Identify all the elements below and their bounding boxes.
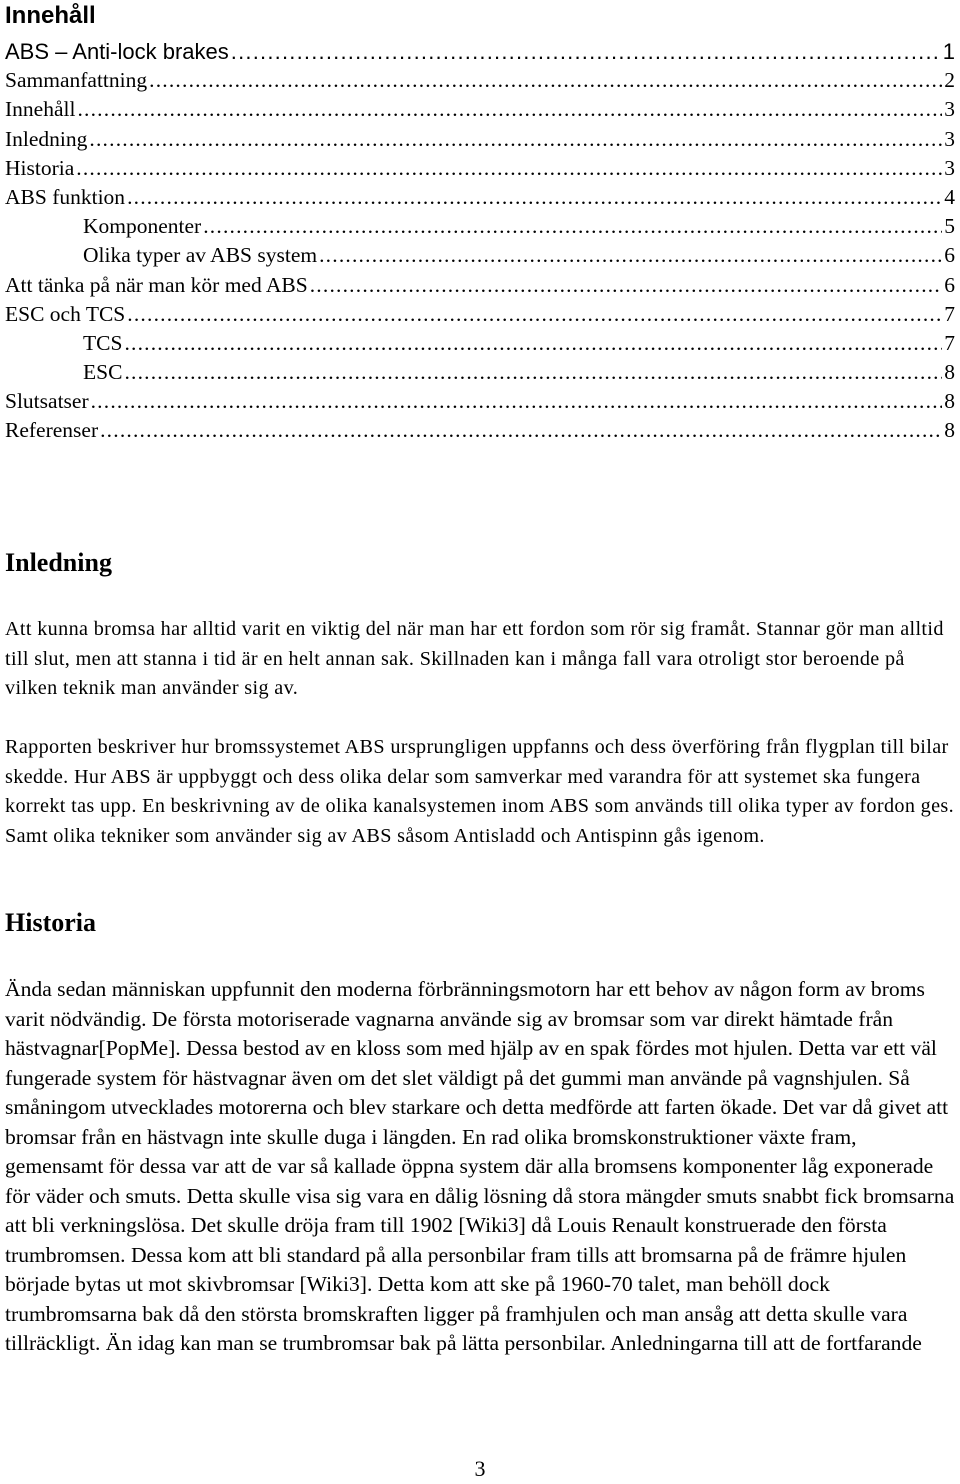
toc-entry-page: 8 (944, 389, 955, 414)
toc-entry[interactable] (5, 125, 955, 154)
toc-entry[interactable] (5, 241, 955, 270)
toc-entry[interactable] (5, 212, 955, 241)
toc-entry[interactable] (5, 300, 955, 329)
toc-leader-dots (149, 66, 942, 95)
toc-entry-label: Sammanfattning (5, 68, 148, 93)
toc-entry[interactable] (5, 329, 955, 358)
page-number: 3 (474, 1456, 486, 1481)
toc-leader-dots (203, 212, 942, 241)
section-heading-historia: Historia (5, 908, 96, 937)
toc-leader-dots (319, 241, 942, 270)
toc-entry-label: ABS – Anti-lock brakes (5, 39, 229, 64)
toc-entry[interactable] (5, 95, 955, 124)
toc-entry[interactable] (5, 154, 955, 183)
toc-entry-label: Referenser (5, 418, 99, 443)
table-of-contents (5, 37, 955, 446)
toc-leader-dots (77, 95, 942, 124)
toc-leader-dots (127, 183, 942, 212)
toc-entry[interactable] (5, 37, 955, 66)
inledning-paragraph-2: Rapporten beskriver hur bromssystemet ABS ursprungligen uppfanns och dess överföring från flygplan till bilar skedde. Hur ABS är uppbyggt och dess olika delar som samverkar med varandra för att systemet ska fungera korrekt tas upp. En beskrivning av de olika kanalsystemen inom ABS som används till olika typer av fordon ges. Samt olika tekniker som använder sig av ABS såsom Antisladd och Antispinn gås igenom. (5, 736, 955, 847)
toc-entry-page: 4 (944, 184, 955, 209)
toc-title: Innehåll (5, 2, 96, 29)
toc-entry-label: Inledning (5, 126, 88, 151)
toc-leader-dots (127, 300, 942, 329)
toc-entry[interactable] (5, 66, 955, 95)
toc-entry-label: ABS funktion (5, 184, 126, 209)
toc-leader-dots (91, 387, 943, 416)
toc-entry-page: 7 (944, 301, 955, 326)
toc-leader-dots (310, 271, 943, 300)
toc-leader-dots (124, 358, 942, 387)
toc-entry-page: 3 (944, 97, 955, 122)
toc-entry-page: 3 (944, 126, 955, 151)
toc-entry-page: 1 (942, 39, 955, 64)
toc-entry-page: 7 (944, 330, 955, 355)
toc-entry-label: Slutsatser (5, 389, 89, 414)
toc-entry-label: Komponenter (83, 214, 202, 239)
toc-entry[interactable] (5, 358, 955, 387)
toc-entry[interactable] (5, 416, 955, 445)
toc-entry-page: 2 (944, 68, 955, 93)
toc-entry-label: Historia (5, 155, 75, 180)
toc-entry-page: 6 (944, 272, 955, 297)
toc-leader-dots (100, 416, 942, 445)
inledning-paragraph-1: Att kunna bromsa har alltid varit en viktig del när man har ett fordon som rör sig framåt. Stannar gör man alltid till slut, men att stanna i tid är en helt annan sak. Skillnaden kan i många fall vara otroligt stor beroende på vilken teknik man använder sig av. (5, 618, 944, 699)
toc-entry-label: Att tänka på när man kör med ABS (5, 272, 308, 297)
toc-entry-page: 5 (944, 214, 955, 239)
toc-leader-dots (76, 154, 942, 183)
historia-paragraph: Ända sedan människan uppfunnit den moderna förbränningsmotorn har ett behov av någon form av broms varit nödvändig. De första motoriserade vagnarna använde sig av bromsar som var direkt hämtade från hästvagnar[PopMe]. Dessa bestod av en kloss som med hjälp av en spak fördes mot hjulen. Detta var ett väl fungerade system för hästvagnar även om det slet väldigt på det gummi man använde på vagnshjulen. Så småningom utvecklades motorerna och blev starkare och detta medförde att farten ökade. Det var då givet att bromsar från en hästvagn inte skulle duga i längden. En rad olika bromskonstruktioner växte fram, gemensamt för dessa var att de var så kallade öppna system där alla bromsens komponenter låg exponerade för väder och smuts. Detta skulle visa sig vara en dålig lösning då stora mängder smuts snabbt fick bromsarna att bli verkningslösa. Det skulle dröja fram till 1902 [Wiki3] då Louis Renault konstruerade den första trumbromsen. Dessa kom att bli standard på alla personbilar fram tills att bromsarna på de främre hjulen började bytas ut mot skivbromsar [Wiki3]. Detta kom att ske på 1960-70 talet, man behöll dock trumbromsarna bak då den största bromskraften ligger på framhjulen och man ansåg att detta skulle vara tillräckligt. Än idag kan man se trumbromsar bak på lätta personbilar. Anledningarna till att de fortfarande (5, 977, 955, 1355)
toc-entry-page: 3 (944, 155, 955, 180)
toc-entry-label: TCS (83, 330, 123, 355)
toc-leader-dots (231, 37, 941, 66)
toc-leader-dots (89, 125, 942, 154)
toc-entry[interactable] (5, 183, 955, 212)
toc-entry-label: Innehåll (5, 97, 76, 122)
toc-entry-label: ESC och TCS (5, 301, 126, 326)
toc-entry[interactable] (5, 271, 955, 300)
toc-entry-label: ESC (83, 360, 123, 385)
toc-leader-dots (124, 329, 942, 358)
toc-entry-label: Olika typer av ABS system (83, 243, 318, 268)
toc-entry-page: 6 (944, 243, 955, 268)
toc-entry-page: 8 (944, 418, 955, 443)
toc-entry[interactable] (5, 387, 955, 416)
toc-entry-page: 8 (944, 360, 955, 385)
section-heading-inledning: Inledning (5, 548, 112, 577)
